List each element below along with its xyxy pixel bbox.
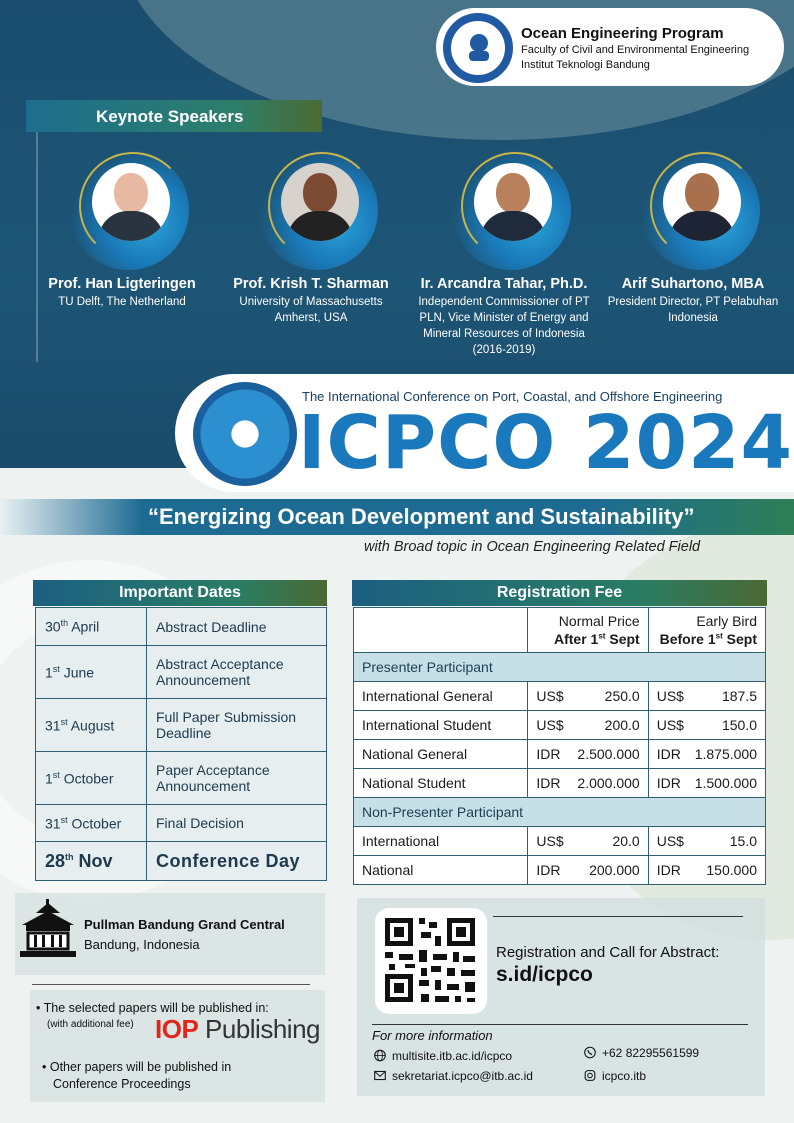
institute-name: Institut Teknologi Bandung <box>521 59 650 71</box>
program-title: Ocean Engineering Program <box>521 25 724 42</box>
publication-note: • The selected papers will be published in: <box>36 1001 269 1015</box>
table-row: 31st October Final Decision <box>36 805 327 842</box>
email-contact[interactable]: sekretariat.icpco@itb.ac.id <box>372 1069 533 1083</box>
conference-title: ICPCO 2024 <box>298 400 794 486</box>
event-label: Conference Day <box>147 842 327 881</box>
table-row: 1st June Abstract Acceptance Announcement <box>36 646 327 699</box>
fee-note: (with additional fee) <box>47 1019 134 1030</box>
registration-heading: Registration Fee <box>352 580 767 606</box>
table-row: National Student IDR 2.000.000 IDR 1.500.000 <box>354 769 766 798</box>
table-row: International US$ 20.0 US$ 15.0 <box>354 827 766 856</box>
table-row: 1st October Paper Acceptance Announcement <box>36 752 327 805</box>
speaker-affiliation: President Director, PT Pelabuhan Indonesia <box>607 296 779 324</box>
iop-publishing-logo: IOP Publishing <box>155 1014 320 1044</box>
registration-call: Registration and Call for Abstract: <box>496 944 720 961</box>
table-row: 31st August Full Paper Submission Deadline <box>36 699 327 752</box>
event-label: Abstract Deadline <box>147 608 327 646</box>
divider <box>372 1024 748 1025</box>
more-info-label: For more information <box>372 1028 493 1043</box>
speaker-photo <box>281 163 359 241</box>
speaker-name: Prof. Krish T. Sharman <box>233 276 389 292</box>
proceedings-note: • Other papers will be published in Conference Proceedings <box>42 1060 232 1091</box>
phone-contact[interactable]: +62 82295561599 <box>582 1046 699 1060</box>
venue-city: Bandung, Indonesia <box>84 937 200 952</box>
speaker-card <box>29 144 215 310</box>
faculty-text <box>521 43 749 73</box>
theme-subtitle: with Broad topic in Ocean Engineering Related Field <box>364 539 701 555</box>
registration-link[interactable]: s.id/icpco <box>496 963 593 986</box>
table-section: Non-Presenter Participant <box>354 798 766 827</box>
table-section: Presenter Participant <box>354 653 766 682</box>
ganesha-icon <box>459 27 499 67</box>
itb-logo <box>440 10 516 86</box>
speaker-name: Arif Suhartono, MBA <box>621 276 765 292</box>
speaker-name: Prof. Han Ligteringen <box>48 276 196 292</box>
speaker-card <box>218 144 404 326</box>
qr-code[interactable] <box>375 908 487 1014</box>
faculty-name: Faculty of Civil and Environmental Engineering <box>521 44 750 56</box>
speaker-photo <box>92 163 170 241</box>
building-icon <box>16 899 80 961</box>
mail-icon <box>372 1069 388 1082</box>
event-label: Paper Acceptance Announcement <box>147 752 327 805</box>
event-label: Final Decision <box>147 805 327 842</box>
table-row: National General IDR 2.500.000 IDR 1.875.000 <box>354 740 766 769</box>
conference-theme: “Energizing Ocean Development and Sustainability” <box>148 504 695 529</box>
table-row: Normal Price After 1st Sept Early Bird Before 1st Sept <box>354 608 766 653</box>
instagram-contact[interactable]: icpco.itb <box>582 1069 646 1083</box>
speaker-affiliation: Independent Commissioner of PT PLN, Vice Minister of Energy and Mineral Resources of Indonesia (2016-2019) <box>418 296 590 356</box>
speaker-photo <box>474 163 552 241</box>
table-row: International General US$ 250.0 US$ 187.5 <box>354 682 766 711</box>
table-row: 30th April Abstract Deadline <box>36 608 327 646</box>
table-row: 28th Nov Conference Day <box>36 842 327 881</box>
conference-subtitle: The International Conference on Port, Coastal, and Offshore Engineering <box>302 389 723 404</box>
registration-table <box>353 607 766 885</box>
venue-name: Pullman Bandung Grand Central <box>84 917 285 932</box>
qr-code-icon <box>375 908 487 1014</box>
event-label: Abstract Acceptance Announcement <box>147 646 327 699</box>
keynote-heading: Keynote Speakers <box>26 100 322 132</box>
event-label: Full Paper Submission Deadline <box>147 699 327 752</box>
speaker-photo <box>663 163 741 241</box>
speaker-affiliation: TU Delft, The Netherland <box>58 296 186 308</box>
speaker-name: Ir. Arcandra Tahar, Ph.D. <box>420 276 588 292</box>
whatsapp-icon <box>582 1046 598 1059</box>
divider <box>32 984 310 985</box>
speaker-card <box>411 144 597 358</box>
globe-icon <box>372 1049 388 1062</box>
instagram-icon <box>582 1069 598 1082</box>
table-row: International Student US$ 200.0 US$ 150.0 <box>354 711 766 740</box>
dates-table <box>35 607 327 881</box>
table-row: National IDR 200.000 IDR 150.000 <box>354 856 766 885</box>
divider <box>493 916 743 917</box>
website-contact[interactable]: multisite.itb.ac.id/icpco <box>372 1049 512 1063</box>
dates-heading: Important Dates <box>33 580 327 606</box>
speaker-affiliation: University of Massachusetts Amherst, USA <box>239 296 383 324</box>
speaker-card <box>600 144 786 326</box>
icpco-logo <box>193 382 297 486</box>
